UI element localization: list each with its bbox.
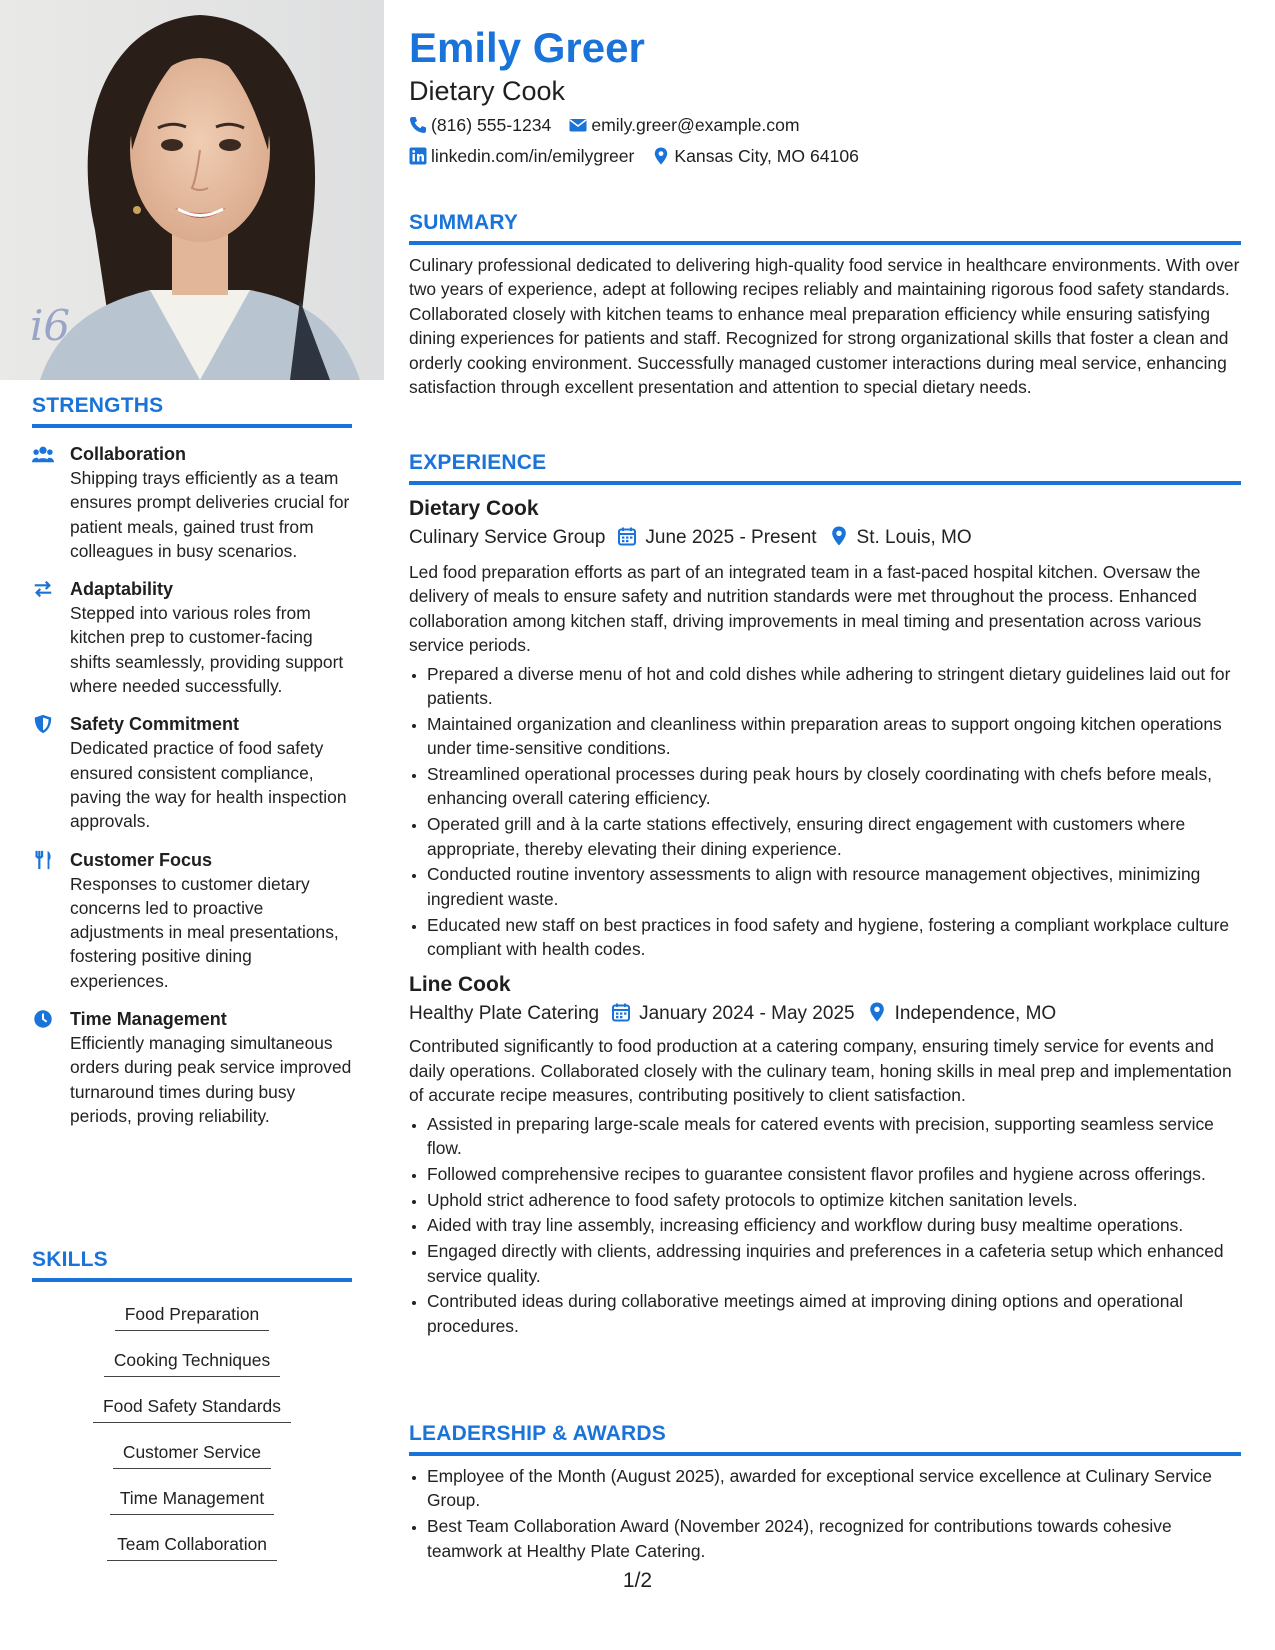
location-pin-icon (829, 526, 849, 546)
phone-text[interactable]: (816) 555-1234 (431, 115, 552, 135)
job-meta (409, 1000, 1241, 1028)
summary-text: Culinary professional dedicated to delivering high-quality food service in healthcare environments. With over two years of experience, adept at following recipes reliably and maintaining rigorous food safety standards. Collaborated closely with kitchen teams to enhance meal preparation efficiency while ensuring satisfying dining experiences for patients and staff. Recognized for strong organizational skills that foster a clean and orderly cooking environment. Successfully managed customer interactions during meal service, enhancing satisfaction through excellent presentation and attention to special dietary needs. (409, 255, 1240, 398)
strength-item (32, 712, 352, 833)
skill-item (32, 1432, 352, 1478)
strength-item (32, 1007, 352, 1128)
skill-label: Customer Service (113, 1440, 271, 1469)
strength-title: Adaptability (70, 579, 174, 600)
bullet-item: • Educated new staff on best practices in food safety and hygiene, fostering a compliant workplace culture compliant with health codes. (427, 913, 1241, 962)
job-description: Led food preparation efforts as part of an integrated team in a fast-paced hospital kitchen. Oversaw the delivery of meals to ensure safety and nutrition standards were met throughout the process. Enhanced collaboration among kitchen staff, driving improvements in meal timing and presentation across various service periods. (409, 562, 1202, 656)
leadership-section (409, 1422, 1241, 1564)
calendar-icon (611, 1002, 631, 1022)
location-text: Kansas City, MO 64106 (674, 146, 859, 166)
experience-section (409, 451, 1241, 1340)
skill-item (32, 1524, 352, 1570)
strength-title: Collaboration (70, 444, 186, 464)
skill-label: Team Collaboration (107, 1532, 277, 1561)
job-entry (409, 971, 1241, 1338)
job-description: Contributed significantly to food production at a catering company, ensuring timely service for events and daily operations. Collaborated closely with the culinary team, honing skills in meal prep and implementation of accurate recipe measures, contributing positively to client satisfaction. (409, 1036, 1232, 1106)
strength-description: Responses to customer dietary concerns led to proactive adjustments in meal presentations, fostering positive dining experiences. (70, 873, 339, 991)
strength-title: Safety Commitment (70, 714, 240, 735)
skill-label: Food Preparation (115, 1302, 269, 1331)
strength-description: Efficiently managing simultaneous orders during peak service improved turnaround times during busy periods, proving reliability. (70, 1033, 352, 1126)
skill-label: Time Management (110, 1486, 274, 1515)
linkedin-icon (409, 147, 427, 165)
summary-heading: SUMMARY (409, 211, 1241, 245)
bullet-item: • Maintained organization and cleanliness within preparation areas to support ongoing kitchen operations under time-sensitive conditions. (427, 712, 1241, 761)
strength-item (32, 848, 352, 993)
skill-label: Food Safety Standards (93, 1394, 291, 1423)
location-pin-icon (652, 147, 670, 165)
left-column (0, 0, 384, 1650)
job-location: Independence, MO (894, 1003, 1057, 1025)
job-title: Dietary Cook (409, 497, 539, 520)
skill-item (32, 1478, 352, 1524)
strength-item (32, 577, 352, 698)
job-company: Healthy Plate Catering (409, 1003, 600, 1025)
candidate-name: Emily Greer (409, 24, 645, 71)
leadership-heading: LEADERSHIP & AWARDS (409, 1422, 1241, 1456)
job-company: Culinary Service Group (409, 527, 606, 548)
arrows-exchange-icon (32, 579, 56, 599)
skill-item (32, 1294, 352, 1340)
job-bullets (409, 1112, 1241, 1339)
phone-icon (409, 116, 427, 134)
bullet-item: • Streamlined operational processes during peak hours by closely coordinating with chefs before meals, enhancing overall catering efficiency. (427, 762, 1241, 811)
bullet-item: • Engaged directly with clients, addressing inquiries and preferences in a cafeteria setup which enhanced service quality. (427, 1239, 1241, 1288)
skill-label: Cooking Techniques (104, 1348, 280, 1377)
utensils-icon (32, 850, 56, 870)
contact-row-2 (409, 144, 859, 168)
skills-list (32, 1294, 352, 1570)
summary-section (409, 211, 1241, 399)
shield-icon (32, 714, 56, 734)
award-item: • Employee of the Month (August 2025), awarded for exceptional service excellence at Culinary Service Group. (427, 1464, 1241, 1513)
skill-item (32, 1340, 352, 1386)
skill-item (32, 1386, 352, 1432)
bullet-item: • Conducted routine inventory assessments to align with resource management objectives, minimizing ingredient waste. (427, 862, 1241, 911)
envelope-icon (569, 116, 587, 134)
job-dates: January 2024 - May 2025 (639, 1003, 855, 1025)
email-link[interactable]: emily.greer@example.com (591, 115, 800, 135)
strength-title: Customer Focus (70, 849, 213, 870)
clock-icon (32, 1009, 56, 1029)
skills-heading: SKILLS (32, 1248, 352, 1282)
skills-section (32, 1248, 352, 1570)
experience-heading: EXPERIENCE (409, 451, 1241, 485)
bullet-item: • Prepared a diverse menu of hot and cold dishes while adhering to stringent dietary guidelines laid out for patients. (427, 662, 1241, 711)
calendar-icon (617, 526, 637, 546)
contact-row-1 (409, 113, 800, 137)
users-icon (32, 444, 56, 464)
bullet-item: • Operated grill and à la carte stations effectively, ensuring direct engagement with customers where appropriate, thereby elevating their dining experience. (427, 812, 1241, 861)
strength-description: Stepped into various roles from kitchen prep to customer-facing shifts seamlessly, providing support where needed successfully. (70, 603, 344, 697)
job-entry (409, 495, 1241, 961)
strength-description: Dedicated practice of food safety ensured consistent compliance, paving the way for health inspection approvals. (70, 738, 347, 832)
strength-item (32, 442, 352, 563)
candidate-role: Dietary Cook (409, 76, 566, 106)
leadership-bullets (409, 1464, 1241, 1563)
profile-photo (0, 0, 384, 380)
job-bullets (409, 662, 1241, 962)
bullet-item: • Contributed ideas during collaborative meetings aimed at improving dining options and operational procedures. (427, 1289, 1241, 1338)
strength-description: Shipping trays efficiently as a team ensures prompt deliveries crucial for patient meals, gained trust from colleagues in busy scenarios. (70, 468, 350, 561)
bullet-item: • Aided with tray line assembly, increasing efficiency and workflow during busy mealtime operations. (427, 1213, 1241, 1237)
bullet-item: • Assisted in preparing large-scale meals for catered events with precision, supporting seamless service flow. (427, 1112, 1241, 1161)
linkedin-link[interactable]: linkedin.com/in/emilygreer (431, 146, 635, 166)
job-title: Line Cook (409, 973, 511, 997)
job-location: St. Louis, MO (856, 527, 972, 548)
award-item: • Best Team Collaboration Award (November 2024), recognized for contributions towards cohesive teamwork at Healthy Plate Catering. (427, 1514, 1241, 1563)
strengths-heading: STRENGTHS (32, 394, 352, 428)
strengths-section (32, 394, 352, 1128)
strength-title: Time Management (70, 1009, 227, 1030)
job-meta (409, 524, 1241, 552)
photo-watermark: i6 (30, 301, 71, 350)
job-dates: June 2025 - Present (645, 527, 817, 548)
location-pin-icon (867, 1002, 887, 1022)
bullet-item: • Uphold strict adherence to food safety protocols to optimize kitchen sanitation levels. (427, 1188, 1241, 1212)
page-number: 1/2 (622, 1569, 653, 1592)
bullet-item: • Followed comprehensive recipes to guarantee consistent flavor profiles and hygiene across offerings. (427, 1162, 1241, 1186)
